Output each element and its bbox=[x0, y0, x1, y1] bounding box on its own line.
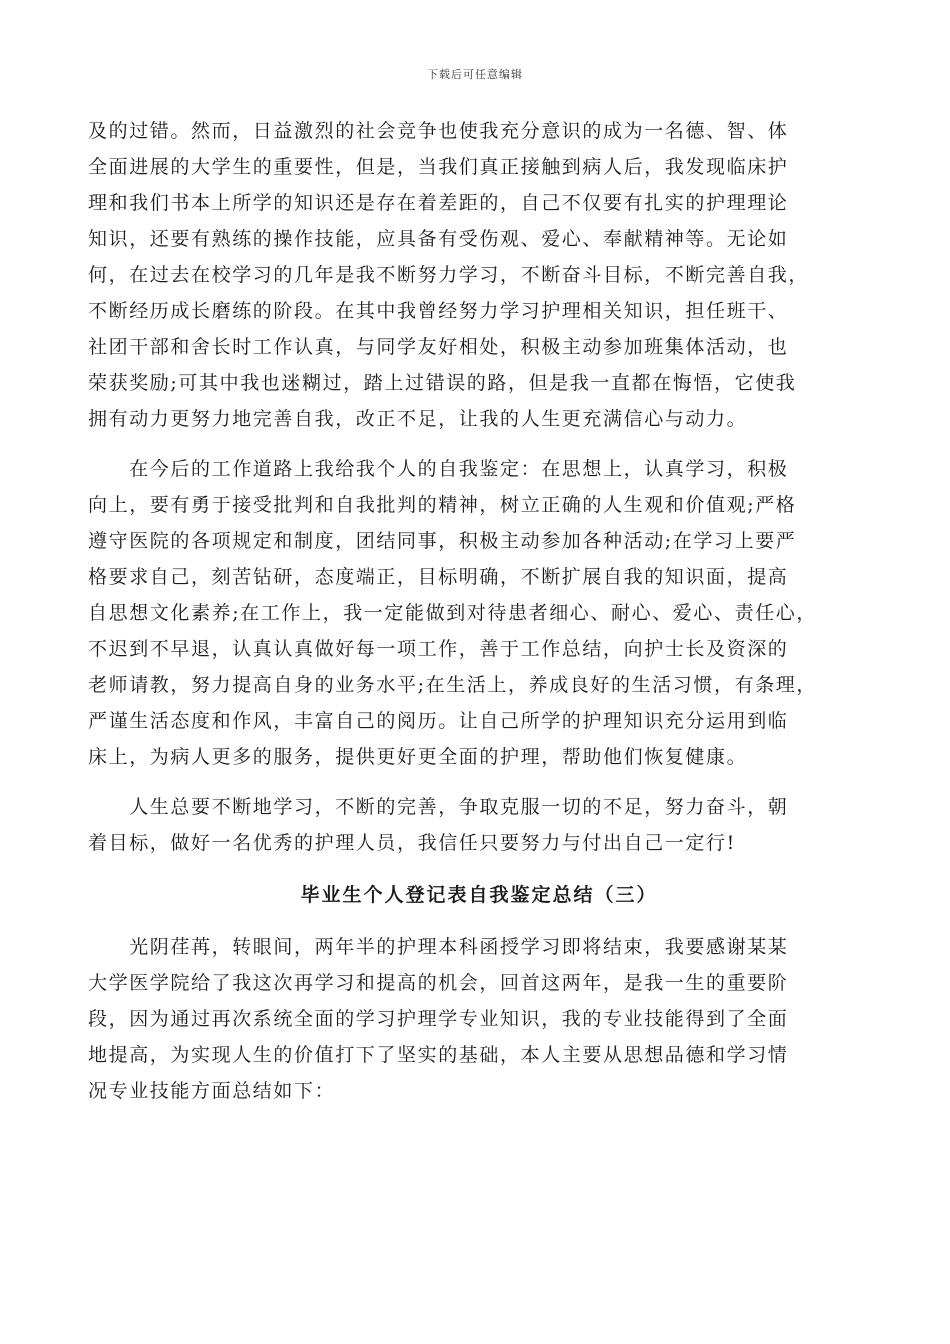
text-line: 光阴荏苒，转眼间，两年半的护理本科函授学习即将结束，我要感谢某某 bbox=[88, 936, 789, 958]
text-line: 自思想文化素养;在工作上，我一定能做到对待患者细心、耐心、爱心、责任心， bbox=[88, 602, 818, 624]
text-line: 不迟到不早退，认真认真做好每一项工作，善于工作总结，向护士长及资深的 bbox=[88, 638, 789, 660]
paragraph-spacer bbox=[88, 861, 870, 877]
text-line: 大学医学院给了我这次再学习和提高的机会，回首这两年，是我一生的重要阶 bbox=[88, 972, 789, 994]
paragraph-spacer bbox=[88, 913, 870, 929]
text-line: 老师请教，努力提高自身的业务水平;在生活上，养成良好的生活习惯，有条理， bbox=[88, 674, 818, 696]
text-line: 遵守医院的各项规定和制度，团结同事，积极主动参加各种活动;在学习上要严 bbox=[88, 530, 797, 552]
text-line: 严谨生活态度和作风，丰富自己的阅历。让自己所学的护理知识充分运用到临 bbox=[88, 710, 789, 732]
text-line: 拥有动力更努力地完善自我，改正不足，让我的人生更充满信心与动力。 bbox=[88, 408, 748, 430]
text-line: 理和我们书本上所学的知识还是存在着差距的，自己不仅要有扎实的护理理论 bbox=[88, 192, 789, 214]
text-line: 地提高，为实现人生的价值打下了坚实的基础，本人主要从思想品德和学习情 bbox=[88, 1044, 789, 1066]
text-line: 向上，要有勇于接受批判和自我批判的精神，树立正确的人生观和价值观;严格 bbox=[88, 494, 797, 516]
text-line: 荣获奖励;可其中我也迷糊过，踏上过错误的路，但是我一直都在悔悟，它使我 bbox=[88, 372, 797, 394]
text-line: 社团干部和舍长时工作认真，与同学友好相处，积极主动参加班集体活动，也 bbox=[88, 336, 789, 358]
header-note: 下载后可任意编辑 bbox=[427, 68, 523, 81]
text-line: 何，在过去在校学习的几年是我不断努力学习，不断奋斗目标，不断完善自我， bbox=[88, 264, 810, 286]
paragraph-1 bbox=[88, 113, 870, 437]
text-line: 在今后的工作道路上我给我个人的自我鉴定：在思想上，认真学习，积极 bbox=[88, 458, 789, 480]
paragraph-spacer bbox=[88, 775, 870, 789]
text-line: 不断经历成长磨练的阶段。在其中我曾经努力学习护理相关知识，担任班干、 bbox=[88, 300, 789, 322]
text-line: 知识，还要有熟练的操作技能，应具备有受伤观、爱心、奉献精神等。无论如 bbox=[88, 228, 789, 250]
paragraph-4 bbox=[88, 929, 870, 1109]
text-line: 及的过错。然而，日益激烈的社会竞争也使我充分意识的成为一名德、智、体 bbox=[88, 120, 789, 142]
paragraph-spacer bbox=[88, 437, 870, 451]
paragraph-3 bbox=[88, 789, 870, 861]
text-line: 格要求自己，刻苦钻研，态度端正，目标明确，不断扩展自我的知识面，提高 bbox=[88, 566, 789, 588]
text-line: 床上，为病人更多的服务，提供更好更全面的护理，帮助他们恢复健康。 bbox=[88, 746, 748, 768]
text-line: 人生总要不断地学习，不断的完善，争取克服一切的不足，努力奋斗，朝 bbox=[88, 796, 789, 818]
document-body bbox=[88, 113, 870, 1109]
text-line: 全面进展的大学生的重要性，但是，当我们真正接触到病人后，我发现临床护 bbox=[88, 156, 789, 178]
text-line: 段，因为通过再次系统全面的学习护理学专业知识，我的专业技能得到了全面 bbox=[88, 1008, 789, 1030]
paragraph-2 bbox=[88, 451, 870, 775]
section-heading: 毕业生个人登记表自我鉴定总结（三） bbox=[300, 884, 658, 906]
text-line: 况专业技能方面总结如下： bbox=[88, 1080, 336, 1102]
text-line: 着目标，做好一名优秀的护理人员，我信任只要努力与付出自己一定行! bbox=[88, 832, 736, 854]
